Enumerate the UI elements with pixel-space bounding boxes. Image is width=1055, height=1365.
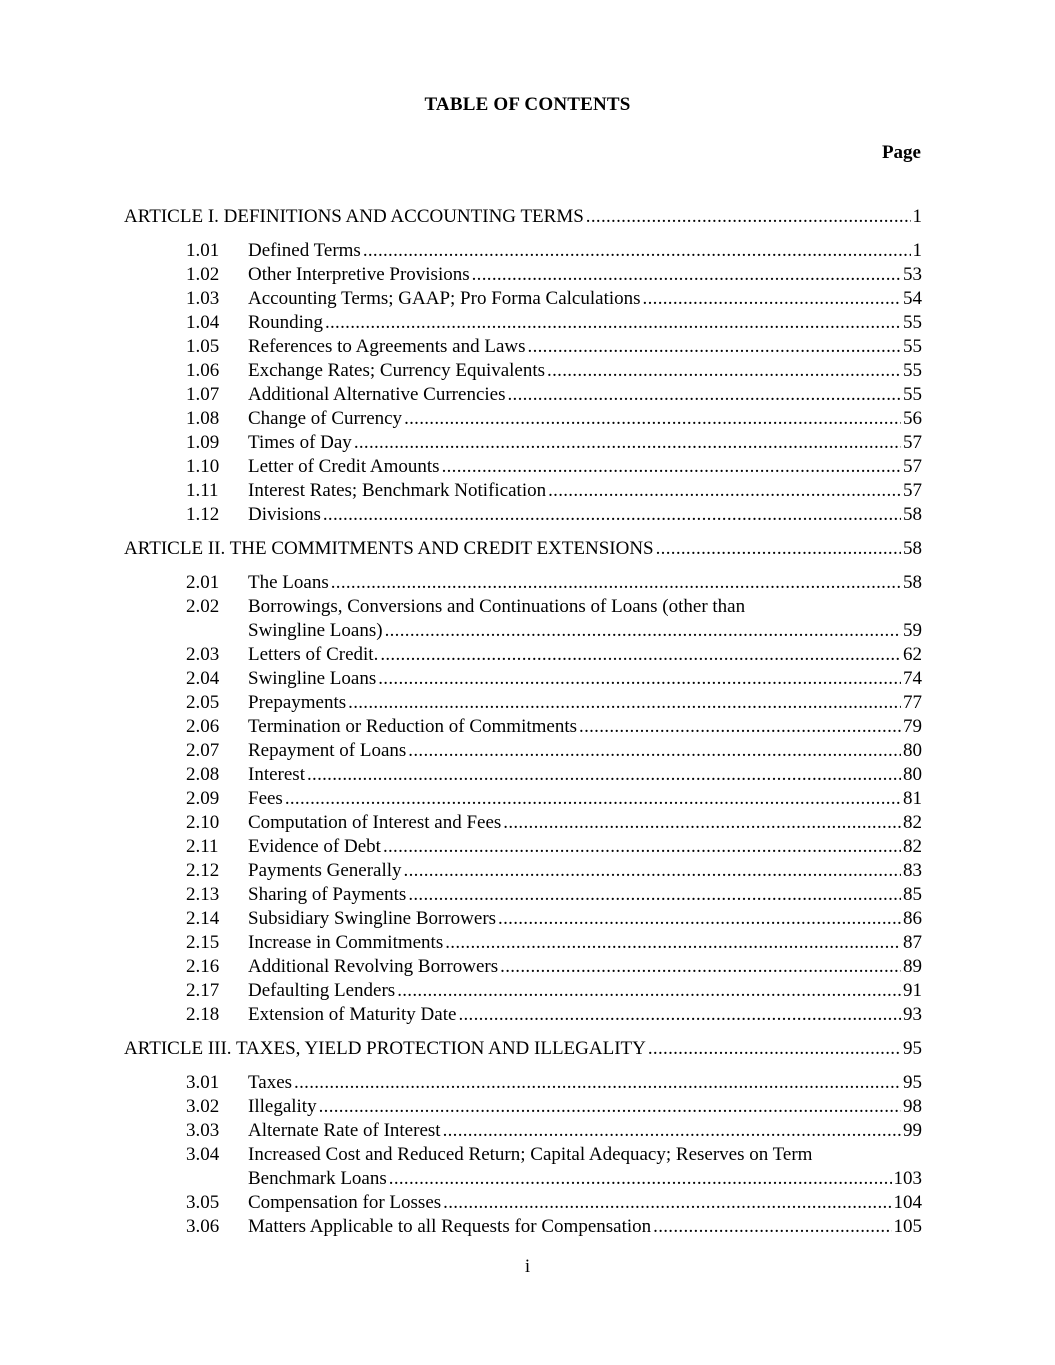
dot-leader xyxy=(547,359,901,383)
section-title: Accounting Terms; GAAP; Pro Forma Calculations xyxy=(248,288,641,309)
section-title: Evidence of Debt xyxy=(248,836,381,857)
dot-leader xyxy=(586,205,911,229)
section-number: 2.13 xyxy=(186,884,220,905)
section-title: Divisions xyxy=(248,504,321,525)
section-title: Computation of Interest and Fees xyxy=(248,812,502,833)
dot-leader xyxy=(498,907,901,931)
dot-leader xyxy=(507,383,901,407)
toc-section-entry[interactable] xyxy=(124,239,922,263)
dot-leader xyxy=(307,763,901,787)
section-number: 3.05 xyxy=(186,1192,220,1213)
section-title: Subsidiary Swingline Borrowers xyxy=(248,908,497,929)
toc-section-entry[interactable] xyxy=(124,643,922,667)
toc-section-entry[interactable] xyxy=(124,407,922,431)
section-page-number: 98 xyxy=(903,1096,922,1117)
section-page-number: 53 xyxy=(903,264,922,285)
section-title: Payments Generally xyxy=(248,860,402,881)
section-number: 2.08 xyxy=(186,764,220,785)
section-title: Sharing of Payments xyxy=(248,884,407,905)
section-title-continued: Benchmark Loans xyxy=(248,1168,387,1189)
section-page-number: 79 xyxy=(903,716,922,737)
section-title: References to Agreements and Laws xyxy=(248,336,526,357)
toc-section-entry[interactable] xyxy=(124,931,922,955)
section-title: Repayment of Loans xyxy=(248,740,407,761)
section-number: 2.09 xyxy=(186,788,220,809)
section-title: Additional Revolving Borrowers xyxy=(248,956,499,977)
section-title: Matters Applicable to all Requests for Compensation xyxy=(248,1216,652,1237)
section-number: 1.05 xyxy=(186,336,220,357)
toc-section-entry[interactable] xyxy=(124,1119,922,1143)
toc-article-heading[interactable] xyxy=(124,1037,922,1061)
section-title: Increase in Commitments xyxy=(248,932,444,953)
section-title: Compensation for Losses xyxy=(248,1192,442,1213)
section-number: 2.05 xyxy=(186,692,220,713)
section-page-number: 82 xyxy=(903,836,922,857)
section-title: Other Interpretive Provisions xyxy=(248,264,470,285)
section-number: 3.06 xyxy=(186,1216,220,1237)
section-title: Letters of Credit. xyxy=(248,644,379,665)
section-page-number: 54 xyxy=(903,288,922,309)
dot-leader xyxy=(383,835,901,859)
dot-leader xyxy=(656,537,901,561)
section-title: Times of Day xyxy=(248,432,352,453)
dot-leader xyxy=(323,503,901,527)
section-title: Swingline Loans xyxy=(248,668,377,689)
toc-section-entry[interactable] xyxy=(124,691,922,715)
article-page-number: 1 xyxy=(912,206,922,227)
dot-leader xyxy=(294,1071,901,1095)
section-number: 1.01 xyxy=(186,240,220,261)
toc-section-entry[interactable] xyxy=(124,739,922,763)
dot-leader xyxy=(325,311,901,335)
section-page-number: 81 xyxy=(903,788,922,809)
toc-section-entry[interactable] xyxy=(124,1003,922,1027)
section-title: Defined Terms xyxy=(248,240,361,261)
section-number: 1.02 xyxy=(186,264,220,285)
section-title: The Loans xyxy=(248,572,329,593)
section-title-continued: Swingline Loans) xyxy=(248,620,383,641)
section-page-number: 85 xyxy=(903,884,922,905)
dot-leader xyxy=(331,571,901,595)
dot-leader xyxy=(503,811,901,835)
dot-leader xyxy=(354,431,901,455)
section-title: Letter of Credit Amounts xyxy=(248,456,440,477)
page-title: TABLE OF CONTENTS xyxy=(424,94,631,115)
dot-leader xyxy=(443,1119,901,1143)
toc-section-entry[interactable] xyxy=(124,503,922,527)
section-title: Rounding xyxy=(248,312,323,333)
section-page-number: 56 xyxy=(903,408,922,429)
section-title: Borrowings, Conversions and Continuations of Loans (other than xyxy=(248,596,746,617)
section-number: 2.10 xyxy=(186,812,220,833)
section-page-number: 89 xyxy=(903,956,922,977)
section-number: 1.12 xyxy=(186,504,220,525)
section-page-number: 55 xyxy=(903,312,922,333)
section-number: 2.12 xyxy=(186,860,220,881)
section-page-number: 59 xyxy=(903,620,922,641)
toc-section-entry[interactable] xyxy=(124,455,922,479)
toc-section-entry[interactable] xyxy=(124,787,922,811)
toc-section-entry[interactable] xyxy=(124,763,922,787)
section-number: 3.04 xyxy=(186,1144,220,1165)
section-page-number: 104 xyxy=(893,1192,922,1213)
section-title: Illegality xyxy=(248,1096,317,1117)
section-number: 2.11 xyxy=(186,836,219,857)
dot-leader xyxy=(404,859,901,883)
dot-leader xyxy=(380,643,901,667)
toc-section-entry[interactable] xyxy=(124,979,922,1003)
toc-section-entry[interactable] xyxy=(124,1095,922,1119)
section-number: 2.04 xyxy=(186,668,220,689)
section-page-number: 57 xyxy=(903,432,922,453)
dot-leader xyxy=(443,1191,891,1215)
toc-section-entry[interactable] xyxy=(124,859,922,883)
dot-leader xyxy=(528,335,901,359)
toc-section-entry[interactable] xyxy=(124,383,922,407)
dot-leader xyxy=(389,1167,892,1191)
section-title: Prepayments xyxy=(248,692,347,713)
toc-section-entry[interactable] xyxy=(124,907,922,931)
dot-leader xyxy=(579,715,901,739)
section-page-number: 87 xyxy=(903,932,922,953)
section-page-number: 58 xyxy=(903,572,922,593)
section-number: 1.08 xyxy=(186,408,220,429)
section-number: 1.03 xyxy=(186,288,220,309)
toc-article-heading[interactable] xyxy=(124,205,922,229)
dot-leader xyxy=(408,739,901,763)
section-page-number: 58 xyxy=(903,504,922,525)
dot-leader xyxy=(548,479,901,503)
dot-leader xyxy=(363,239,911,263)
section-page-number: 95 xyxy=(903,1072,922,1093)
dot-leader xyxy=(319,1095,901,1119)
dot-leader xyxy=(442,455,901,479)
section-number: 2.16 xyxy=(186,956,220,977)
section-title: Termination or Reduction of Commitments xyxy=(248,716,578,737)
toc-section-entry[interactable] xyxy=(124,571,922,595)
toc-section-entry[interactable] xyxy=(124,287,922,311)
toc-section-entry[interactable] xyxy=(124,811,922,835)
dot-leader xyxy=(653,1215,891,1239)
toc-section-entry[interactable] xyxy=(124,883,922,907)
dot-leader xyxy=(348,691,901,715)
section-page-number: 62 xyxy=(903,644,922,665)
table-of-contents xyxy=(124,205,922,1239)
dot-leader xyxy=(404,407,901,431)
section-number: 3.01 xyxy=(186,1072,220,1093)
section-title: Taxes xyxy=(248,1072,293,1093)
toc-section-entry[interactable] xyxy=(124,1071,922,1095)
section-number: 1.04 xyxy=(186,312,220,333)
section-page-number: 1 xyxy=(912,240,922,261)
section-number: 3.03 xyxy=(186,1120,220,1141)
section-number: 3.02 xyxy=(186,1096,220,1117)
toc-section-entry[interactable] xyxy=(124,1191,922,1215)
section-page-number: 83 xyxy=(903,860,922,881)
toc-section-entry[interactable] xyxy=(124,715,922,739)
dot-leader xyxy=(378,667,901,691)
section-number: 1.10 xyxy=(186,456,220,477)
section-title: Additional Alternative Currencies xyxy=(248,384,506,405)
toc-section-entry[interactable] xyxy=(124,1143,922,1191)
section-page-number: 55 xyxy=(903,336,922,357)
section-page-number: 99 xyxy=(903,1120,922,1141)
toc-section-entry[interactable] xyxy=(124,835,922,859)
section-page-number: 57 xyxy=(903,480,922,501)
section-title: Alternate Rate of Interest xyxy=(248,1120,441,1141)
section-title: Increased Cost and Reduced Return; Capital Adequacy; Reserves on Term xyxy=(248,1144,813,1165)
toc-section-entry[interactable] xyxy=(124,955,922,979)
section-number: 2.02 xyxy=(186,596,220,617)
dot-leader xyxy=(643,287,901,311)
dot-leader xyxy=(285,787,901,811)
section-title: Defaulting Lenders xyxy=(248,980,396,1001)
section-number: 1.07 xyxy=(186,384,220,405)
section-number: 1.06 xyxy=(186,360,220,381)
section-page-number: 80 xyxy=(903,764,922,785)
page-column-header: Page xyxy=(881,142,921,163)
section-number: 2.14 xyxy=(186,908,220,929)
dot-leader xyxy=(408,883,901,907)
section-page-number: 74 xyxy=(903,668,922,689)
section-page-number: 86 xyxy=(903,908,922,929)
toc-section-entry[interactable] xyxy=(124,595,922,643)
section-number: 2.01 xyxy=(186,572,220,593)
article-page-number: 95 xyxy=(903,1038,922,1059)
section-number: 2.06 xyxy=(186,716,220,737)
article-title: ARTICLE II. THE COMMITMENTS AND CREDIT EXTENSIONS xyxy=(124,538,654,559)
toc-section-entry[interactable] xyxy=(124,1215,922,1239)
article-title: ARTICLE III. TAXES, YIELD PROTECTION AND ILLEGALITY xyxy=(124,1038,646,1059)
section-title: Interest xyxy=(248,764,305,785)
section-page-number: 93 xyxy=(903,1004,922,1025)
article-page-number: 58 xyxy=(903,538,922,559)
dot-leader xyxy=(458,1003,901,1027)
section-number: 1.09 xyxy=(186,432,220,453)
section-number: 2.15 xyxy=(186,932,220,953)
dot-leader xyxy=(500,955,901,979)
section-page-number: 55 xyxy=(903,384,922,405)
section-page-number: 55 xyxy=(903,360,922,381)
section-number: 1.11 xyxy=(186,480,219,501)
section-number: 2.03 xyxy=(186,644,220,665)
toc-section-entry[interactable] xyxy=(124,359,922,383)
section-number: 2.07 xyxy=(186,740,220,761)
toc-section-entry[interactable] xyxy=(124,335,922,359)
section-page-number: 82 xyxy=(903,812,922,833)
section-page-number: 80 xyxy=(903,740,922,761)
section-number: 2.18 xyxy=(186,1004,220,1025)
section-title: Exchange Rates; Currency Equivalents xyxy=(248,360,546,381)
section-title: Interest Rates; Benchmark Notification xyxy=(248,480,547,501)
dot-leader xyxy=(385,619,901,643)
toc-section-entry[interactable] xyxy=(124,479,922,503)
toc-section-entry[interactable] xyxy=(124,311,922,335)
section-page-number: 103 xyxy=(893,1168,922,1189)
toc-article-heading[interactable] xyxy=(124,537,922,561)
section-title: Change of Currency xyxy=(248,408,403,429)
toc-section-entry[interactable] xyxy=(124,263,922,287)
section-title: Fees xyxy=(248,788,283,809)
section-page-number: 91 xyxy=(903,980,922,1001)
section-title: Extension of Maturity Date xyxy=(248,1004,457,1025)
dot-leader xyxy=(648,1037,901,1061)
section-page-number: 77 xyxy=(903,692,922,713)
section-page-number: 105 xyxy=(893,1216,922,1237)
toc-section-entry[interactable] xyxy=(124,667,922,691)
section-page-number: 57 xyxy=(903,456,922,477)
section-number: 2.17 xyxy=(186,980,220,1001)
dot-leader xyxy=(445,931,901,955)
footer-page-number: i xyxy=(524,1256,531,1277)
toc-section-entry[interactable] xyxy=(124,431,922,455)
dot-leader xyxy=(397,979,901,1003)
dot-leader xyxy=(472,263,901,287)
article-title: ARTICLE I. DEFINITIONS AND ACCOUNTING TERMS xyxy=(124,206,584,227)
